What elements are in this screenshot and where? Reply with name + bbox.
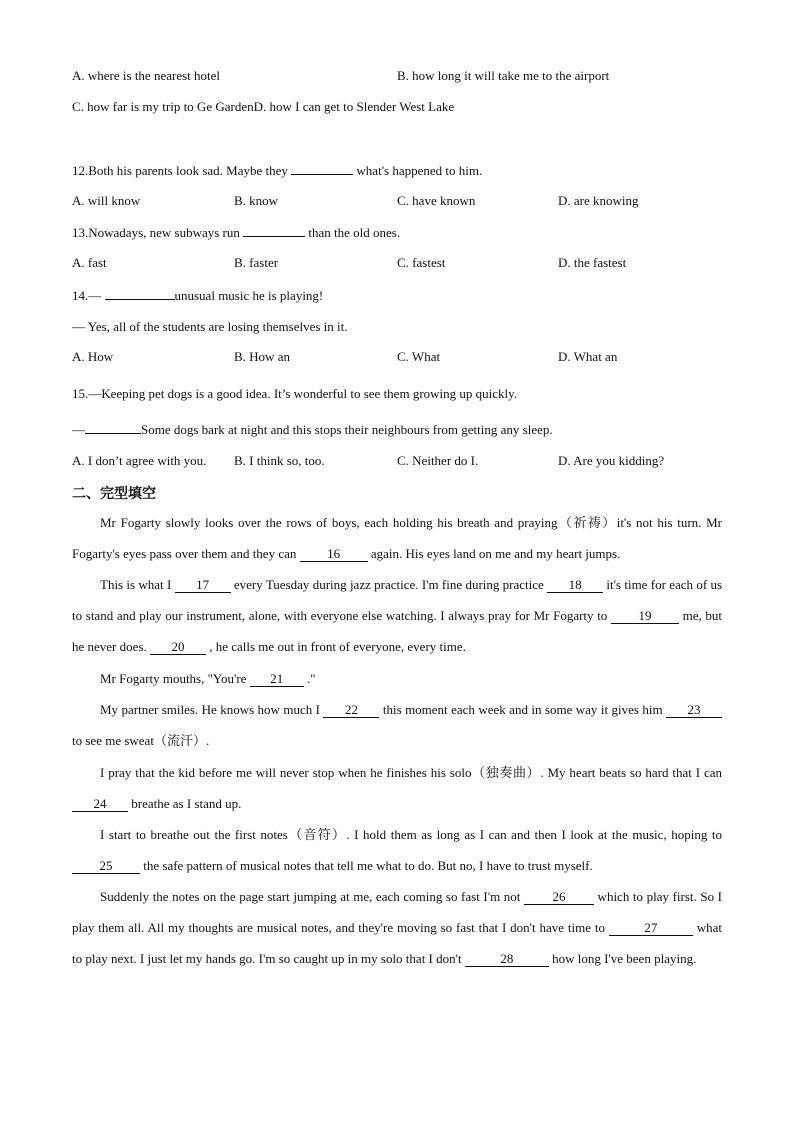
blank-19: 19 (611, 609, 679, 624)
answer-blank (105, 299, 175, 300)
q14-option-c: C. What (397, 349, 441, 364)
blank-27: 27 (609, 921, 693, 936)
q14-option-d: D. What an (558, 349, 618, 364)
blank-17: 17 (175, 578, 231, 593)
q15-option-c: C. Neither do I. (397, 453, 479, 468)
q15-reply: — Some dogs bark at night and this stops their neighbours from getting any sleep. (72, 422, 553, 437)
q11-option-c-d: C. how far is my trip to Ge GardenD. how I can get to Slender West Lake (72, 99, 455, 114)
blank-28: 28 (465, 952, 549, 967)
q14-reply: — Yes, all of the students are losing themselves in it. (72, 319, 348, 334)
q13-option-b: B. faster (234, 255, 279, 270)
passage-paragraph-7: Suddenly the notes on the page start jumping at me, each coming so fast I'm not 26 which to play first. So I play them all. All my thoughts are musical notes, and they're moving so fast that I don't have time to 27 what to play next. I just let my hands go. I'm so caught up in my solo that I don't 28 how long I've been playing. (72, 889, 722, 966)
blank-21: 21 (250, 672, 304, 687)
passage-paragraph-3: Mr Fogarty mouths, "You're 21 ." (100, 671, 316, 686)
q14-stem: 14.— unusual music he is playing! (72, 288, 324, 303)
blank-20: 20 (150, 640, 206, 655)
answer-blank (291, 174, 353, 175)
blank-26: 26 (524, 890, 594, 905)
q14-option-b: B. How an (234, 349, 290, 364)
q13-option-a: A. fast (72, 255, 107, 270)
q12-option-b: B. know (234, 193, 279, 208)
passage-paragraph-2: This is what I 17 every Tuesday during jazz practice. I'm fine during practice 18 it's time for each of us to stand and play our instrument, alone, with everyone else watching. I always pray for Mr Fogarty to 19 me, but he never does. 20 , he calls me out in front of everyone, every time. (72, 577, 723, 654)
q15-stem: 15.—Keeping pet dogs is a good idea. It’s wonderful to see them growing up quickly. (72, 386, 518, 401)
q13-stem: 13.Nowadays, new subways run than the old ones. (72, 225, 401, 240)
q12-option-d: D. are knowing (558, 193, 639, 208)
blank-24: 24 (72, 797, 128, 812)
q12-option-c: C. have known (397, 193, 476, 208)
q14-option-a: A. How (72, 349, 114, 364)
answer-blank (243, 236, 305, 237)
q13-option-d: D. the fastest (558, 255, 627, 270)
blank-22: 22 (323, 703, 379, 718)
q11-option-a: A. where is the nearest hotel (72, 68, 221, 83)
passage-paragraph-1: Mr Fogarty slowly looks over the rows of boys, each holding his breath and praying（祈祷）it's not his turn. Mr Fogarty's eyes pass over them and they can 16 again. His eyes land on me and my heart jumps. (72, 515, 722, 561)
answer-blank (85, 433, 141, 434)
passage-paragraph-5: I pray that the kid before me will never stop when he finishes his solo（独奏曲）. My heart beats so hard that I can 24 breathe as I stand up. (72, 757, 722, 819)
blank-23: 23 (666, 703, 722, 718)
q11-option-b: B. how long it will take me to the airport (397, 68, 610, 83)
q12-option-a: A. will know (72, 193, 141, 208)
passage-paragraph-6: I start to breathe out the first notes（音符）. I hold them as long as I can and then I look at the music, hoping to 25 the safe pattern of musical notes that tell me what to do. But no, I have to trust myself. (72, 819, 722, 881)
blank-18: 18 (547, 578, 603, 593)
passage-paragraph-4: My partner smiles. He knows how much I 22 this moment each week and in some way it gives him 23 to see me sweat（流汗）. (72, 694, 722, 756)
q15-option-d: D. Are you kidding? (558, 453, 665, 468)
blank-25: 25 (72, 859, 140, 874)
q12-stem: 12.Both his parents look sad. Maybe they what's happened to him. (72, 163, 483, 178)
q15-option-a: A. I don’t agree with you. (72, 453, 207, 468)
blank-16: 16 (300, 547, 368, 562)
q15-option-b: B. I think so, too. (234, 453, 325, 468)
q13-option-c: C. fastest (397, 255, 446, 270)
section-heading-cloze: 二、完型填空 (72, 486, 156, 502)
